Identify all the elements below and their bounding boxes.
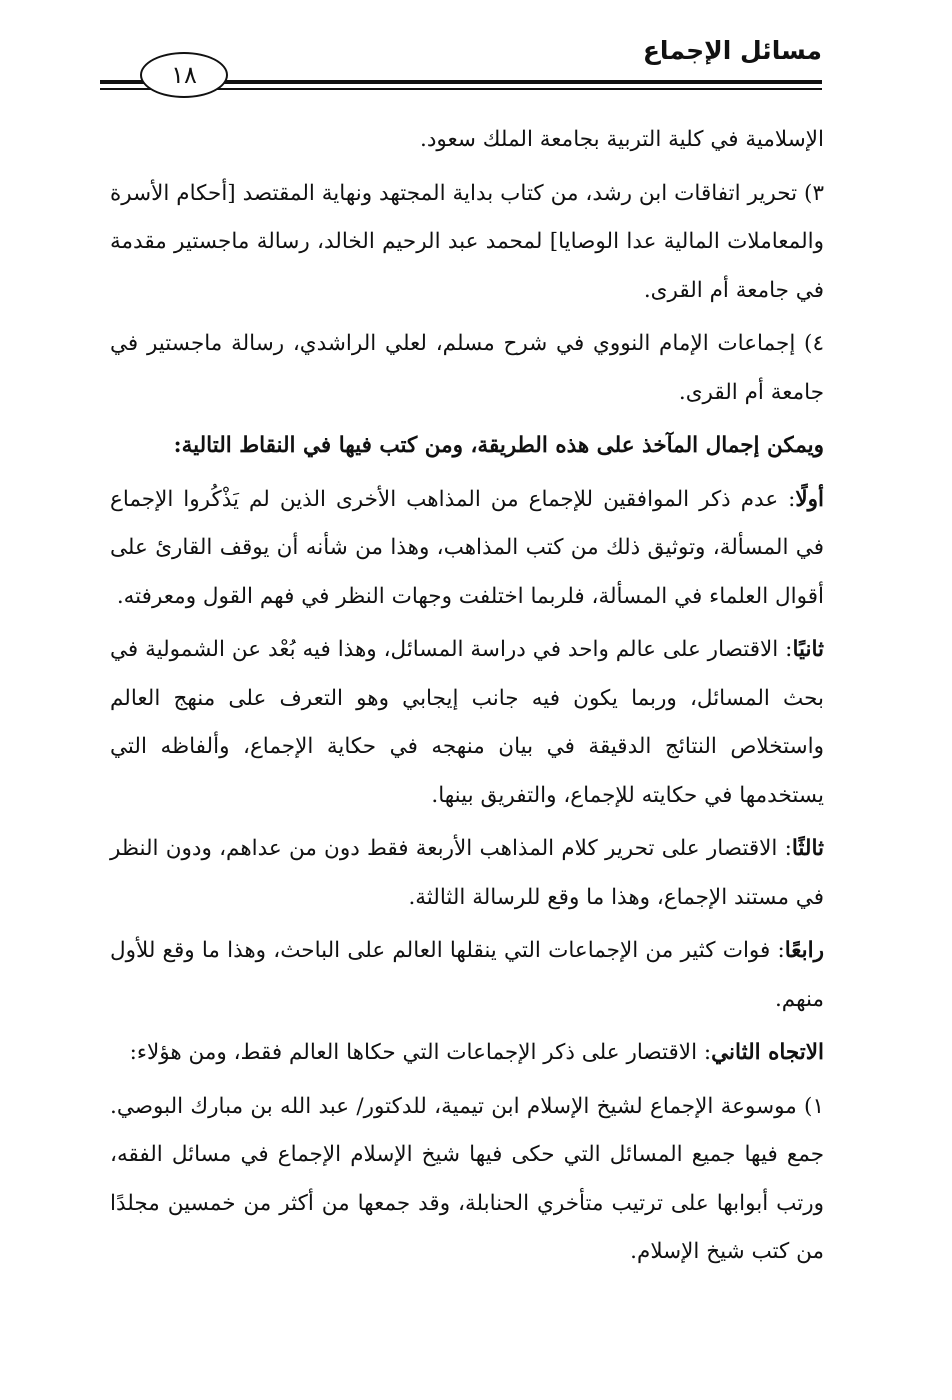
point-third (110, 825, 824, 922)
paragraph-text: ٣) تحرير اتفاقات ابن رشد، من كتاب بداية المجتهد ونهاية المقتصد [أحكام الأسرة والمعاملات المالية عدا الوصايا] لمحمد عبد الرحيم الخالد، رسالة ماجستير مقدمة في جامعة أم القرى. (110, 180, 824, 303)
point-second (110, 626, 824, 820)
running-title: مسائل الإجماع (642, 36, 822, 65)
paragraph (110, 1083, 824, 1277)
paragraph-text: ٤) إجماعات الإمام النووي في شرح مسلم، لعلي الراشدي، رسالة ماجستير في جامعة أم القرى. (110, 331, 824, 405)
section-intro-text: ويمكن إجمال المآخذ على هذه الطريقة، ومن كتب فيها في النقاط التالية: (173, 433, 824, 458)
second-approach (110, 1029, 824, 1078)
paragraph-text: الإسلامية في كلية التربية بجامعة الملك سعود. (420, 127, 824, 152)
point-text: : فوات كثير من الإجماعات التي ينقلها العالم على الباحث، وهذا ما وقع للأول منهم. (110, 938, 824, 1012)
paragraph (110, 170, 824, 316)
body-text (110, 116, 824, 1282)
page-header (100, 28, 822, 98)
point-text: : الاقتصار على عالم واحد في دراسة المسائل، وهذا فيه بُعْد عن الشمولية في بحث المسائل، وربما يكون فيه جانب إيجابي وهو التعرف على منهج العالم واستخلاص النتائج الدقيقة في بيان منهجه في حكاية الإجماع، وألفاظه التي يستخدمها في حكايته للإجماع، والتفريق بينها. (110, 637, 824, 808)
point-label: ثانيًا (792, 637, 824, 662)
point-fourth (110, 927, 824, 1024)
paragraph (110, 116, 824, 165)
approach-label: الاتجاه الثاني (711, 1040, 824, 1065)
paragraph (110, 320, 824, 417)
approach-text: : الاقتصار على ذكر الإجماعات التي حكاها العالم فقط، ومن هؤلاء: (129, 1040, 712, 1065)
point-label: رابعًا (784, 938, 824, 963)
section-intro (110, 422, 824, 471)
paragraph-text: ١) موسوعة الإجماع لشيخ الإسلام ابن تيمية، للدكتور/ عبد الله بن مبارك البوصي. جمع فيها جميع المسائل التي حكى فيها شيخ الإسلام الإجماع في مسائل الفقه، ورتب أبوابها على ترتيب متأخري الحنابلة، وقد جمعها من أكثر من خمسين مجلدًا من كتب شيخ الإسلام. (110, 1093, 824, 1264)
point-text: : عدم ذكر الموافقين للإجماع من المذاهب الأخرى الذين لم يَذْكُروا الإجماع في المسألة، وتوثيق ذلك من كتب المذاهب، وهذا من شأنه أن يوقف القارئ على أقوال العلماء في المسألة، فلربما اختلفت وجهات النظر في فهم القول ومعرفته. (110, 486, 824, 609)
point-label: أولًا (795, 486, 824, 512)
page-number: ١٨ (140, 52, 228, 98)
point-first (110, 476, 824, 622)
point-text: : الاقتصار على تحرير كلام المذاهب الأربعة فقط دون من عداهم، ودون النظر في مستند الإجماع، وهذا ما وقع للرسالة الثالثة. (110, 836, 824, 910)
point-label: ثالثًا (791, 836, 824, 861)
